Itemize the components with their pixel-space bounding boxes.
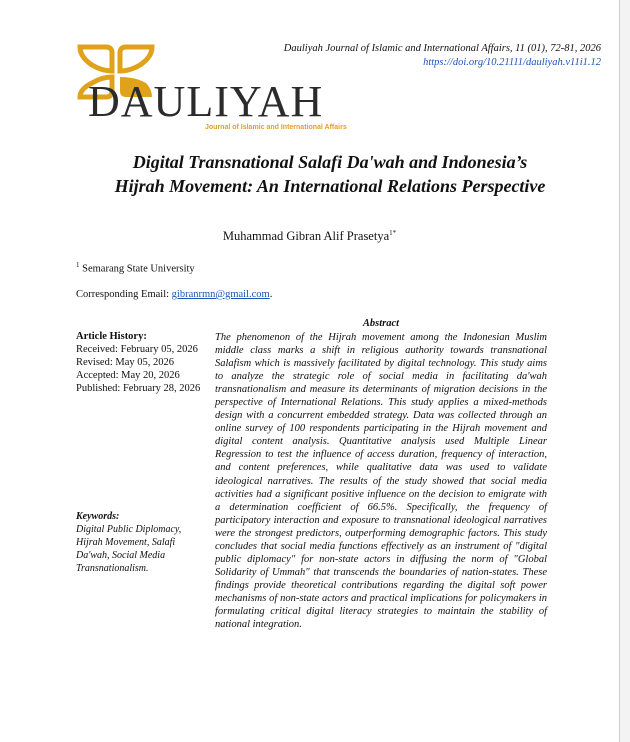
doi-link[interactable]: https://doi.org/10.21111/dauliyah.v11i1.12 — [423, 57, 601, 68]
history-received: Received: February 05, 2026 — [76, 344, 198, 355]
logo-wordmark: DAULIYAH — [88, 77, 324, 126]
abstract-text: The phenomenon of the Hijrah movement among the Indonesian Muslim middle class marks a shift in religious authority towards transnational Salafism which is massively facilitated by digital technology. This study aims to analyze the strategic role of social media in facilitating da'wah transnationalism and measure its determinants of migration decisions in the perspective of International Relations. This study applies a mixed-methods design with a concurrent embedded strategy. Data was collected through an online survey of 100 respondents participating in the Hijrah movement and digital content analysis. Quantitative analysis used Multiple Linear Regression to test the influence of access duration, frequency of interaction, and content preferences, while qualitative data was used to validate ideological narratives. The results of the study showed that social media activities had a significant positive influence on the decision to emigrate with a determination coefficient of 66.5%. Specifically, the frequency of participatory interaction and exposure to transnational ideological narratives were the strongest predictors, outperforming demographic factors. This study concludes that social media functions effectively as an instrument of "digital public diplomacy" for non-state actors in diffusing the norm of "Global Solidarity of Ummah" that transcends the boundaries of nation-states. These findings provide theoretical contributions regarding the digital soft power mechanisms of non-state actors and practical implications for policymakers in formulating critical digital literacy strategies to maintain the stability of national integration. — [215, 332, 547, 631]
logo-subtitle: Journal of Islamic and International Affairs — [205, 124, 347, 131]
author-name: Muhammad Gibran Alif Prasetya — [222, 229, 390, 244]
author-line — [0, 229, 619, 244]
email-link[interactable]: gibranrmn@gmail.com — [171, 289, 270, 300]
article-title — [60, 150, 600, 198]
author-mark: 1* — [389, 229, 397, 237]
journal-citation: Dauliyah Journal of Islamic and International Affairs, 11 (01), 72-81, 2026 — [283, 43, 601, 54]
email-trailing: . — [269, 289, 273, 300]
history-heading: Article History: — [76, 331, 147, 342]
journal-header — [284, 42, 601, 70]
abstract-heading: Abstract — [362, 318, 400, 329]
title-line-2: Hijrah Movement: An International Relations Perspective — [114, 176, 546, 196]
history-accepted: Accepted: May 20, 2026 — [76, 370, 180, 381]
history-published: Published: February 28, 2026 — [76, 383, 201, 394]
article-history — [76, 330, 216, 395]
keywords-heading: Keywords: — [76, 511, 120, 522]
keywords-block — [76, 510, 206, 575]
history-revised: Revised: May 05, 2026 — [76, 357, 174, 368]
title-line-1: Digital Transnational Salafi Da'wah and Indonesia’s — [132, 152, 528, 172]
corresponding-email — [76, 289, 272, 300]
affiliation — [76, 261, 195, 275]
email-label: Corresponding Email: — [76, 289, 170, 300]
affiliation-mark: 1 — [76, 261, 80, 269]
keywords-text: Digital Public Diplomacy, Hijrah Movement, Salafi Da'wah, Social Media Transnationalism. — [76, 524, 182, 574]
affiliation-text: Semarang State University — [82, 263, 195, 275]
